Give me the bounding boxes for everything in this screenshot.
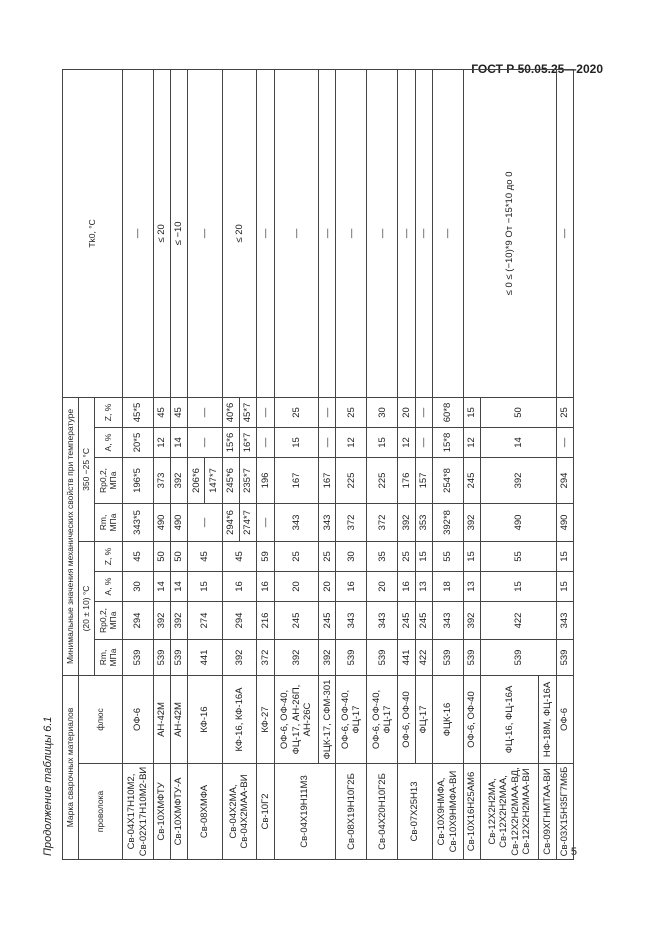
value-cell: 167 xyxy=(274,457,319,503)
value-cell: — xyxy=(257,503,274,541)
tk-cell: ≤ 0 ≤ (−10)*9 От −15*10 до 0 xyxy=(463,69,556,397)
value-cell: 20 xyxy=(274,571,319,601)
z350-header: Z, % xyxy=(94,397,122,427)
tk-cell: — xyxy=(257,69,274,397)
wire-cell: Св-07Х25Н13 xyxy=(398,764,433,860)
value-cell: 13 xyxy=(463,571,480,601)
wire-header: проволока xyxy=(78,764,122,860)
flux-cell: КФ-16 xyxy=(188,675,223,763)
value-cell: 539 xyxy=(122,639,153,675)
value-cell: 539 xyxy=(480,639,556,675)
flux-cell: КФ-16, КФ-16А xyxy=(222,675,257,763)
value-cell: 15 xyxy=(188,571,223,601)
value-cell: — xyxy=(257,397,274,427)
table-row xyxy=(367,69,398,859)
value-cell: 45*5 xyxy=(122,397,153,427)
value-cell: 372 xyxy=(336,503,367,541)
wire-cell: Св-04Х19Н11М3 xyxy=(274,764,336,860)
page-number: 5 xyxy=(570,846,577,858)
value-cell: 60*8 xyxy=(432,397,463,427)
flux-cell: ОФ-6, ОФ-40, ФЦ-17 xyxy=(336,675,367,763)
value-cell: 539 xyxy=(170,639,187,675)
value-cell: 45 xyxy=(170,397,187,427)
value-cell: 392 xyxy=(170,601,187,639)
table-row xyxy=(170,69,187,859)
value-cell: 490 xyxy=(480,503,556,541)
value-cell: 343 xyxy=(336,601,367,639)
min-props-header: Минимальные значения механических свойств при температуре xyxy=(63,397,79,675)
tk-cell: — xyxy=(274,69,319,397)
value-cell: 59 xyxy=(257,541,274,571)
value-cell: 245*6 xyxy=(222,457,239,503)
value-cell: 392*8 xyxy=(432,503,463,541)
value-cell: 20 xyxy=(319,571,336,601)
value-cell: 343 xyxy=(319,503,336,541)
table-row xyxy=(432,69,463,859)
tk-cell: — xyxy=(319,69,336,397)
wire-cell: Св-04Х17Н10М2, Св-02Х17Н10М2-ВИ xyxy=(122,764,153,860)
value-cell: 392 xyxy=(153,601,170,639)
value-cell: 343 xyxy=(367,601,398,639)
value-cell: 245 xyxy=(463,457,480,503)
tk-cell: — xyxy=(336,69,367,397)
value-cell: 245 xyxy=(274,601,319,639)
value-cell: 30 xyxy=(367,397,398,427)
value-cell: 294 xyxy=(222,601,257,639)
value-cell: 294 xyxy=(556,457,573,503)
value-cell: 176 xyxy=(398,457,415,503)
table-row xyxy=(257,69,274,859)
value-cell: 422 xyxy=(480,601,556,639)
value-cell: 20 xyxy=(398,397,415,427)
value-cell: — xyxy=(188,503,223,541)
value-cell: 15 xyxy=(415,541,432,571)
value-cell: 392 xyxy=(463,503,480,541)
value-cell: 25 xyxy=(398,541,415,571)
value-cell: 196*5 xyxy=(122,457,153,503)
value-cell: 422 xyxy=(415,639,432,675)
value-cell: 25 xyxy=(556,397,573,427)
a350-header: A, % xyxy=(94,427,122,457)
flux-cell: ОФ-6 xyxy=(122,675,153,763)
value-cell: 539 xyxy=(463,639,480,675)
wire-cell: Св-10ХМФТУ-А xyxy=(170,764,187,860)
t350-header: 350 −25 °С xyxy=(78,397,94,541)
value-cell: 392 xyxy=(274,639,319,675)
value-cell: 14 xyxy=(170,427,187,457)
value-cell: 45 xyxy=(122,541,153,571)
value-cell: 353 xyxy=(415,503,432,541)
wire-cell: Св-03Х15Н35Г7М6Б xyxy=(556,764,573,860)
tk-cell: — xyxy=(188,69,223,397)
tk-cell: — xyxy=(556,69,573,397)
value-cell: 40*6 xyxy=(222,397,239,427)
value-cell: 14 xyxy=(480,427,556,457)
value-cell: 45 xyxy=(153,397,170,427)
value-cell: 30 xyxy=(336,541,367,571)
table-subrow xyxy=(319,69,336,859)
value-cell: 50 xyxy=(170,541,187,571)
value-cell: 12 xyxy=(336,427,367,457)
tk-cell: ≤ 20 xyxy=(153,69,170,397)
properties-table xyxy=(62,69,574,860)
value-cell: 490 xyxy=(170,503,187,541)
flux-cell: ОФ-6, ОФ-40, ФЦ-17 xyxy=(367,675,398,763)
wire-cell: Св-08ХМФА xyxy=(188,764,223,860)
value-cell: 20 xyxy=(367,571,398,601)
flux-cell: ФЦ-17 xyxy=(415,675,432,763)
table-row xyxy=(188,69,205,859)
wire-cell: Св-12Х2Н2МА, Св-12Х2Н2МАА, Св-12Х2Н2МАА-ВД, Св-12Х2Н2МАА-ВИ xyxy=(480,764,538,860)
value-cell: 15 xyxy=(463,541,480,571)
value-cell: 14 xyxy=(170,571,187,601)
value-cell: — xyxy=(188,427,223,457)
value-cell: 45 xyxy=(188,541,223,571)
tk-cell: — xyxy=(398,69,415,397)
a20-header: A, % xyxy=(94,571,122,601)
value-cell: 20*5 xyxy=(122,427,153,457)
value-cell: 343 xyxy=(274,503,319,541)
value-cell: 15*6 xyxy=(222,427,239,457)
value-cell: 294*6 xyxy=(222,503,239,541)
value-cell: 15 xyxy=(367,427,398,457)
value-cell: 392 xyxy=(319,639,336,675)
value-cell: 55 xyxy=(432,541,463,571)
value-cell: 539 xyxy=(153,639,170,675)
tk-cell: ≤ 20 xyxy=(222,69,257,397)
flux-cell: АН-42М xyxy=(170,675,187,763)
value-cell: 147*7 xyxy=(205,457,222,503)
table-row xyxy=(153,69,170,859)
rp350-header: Rp0,2, МПа xyxy=(94,457,122,503)
value-cell: 45*7 xyxy=(239,397,256,427)
value-cell: — xyxy=(188,397,223,427)
value-cell: 12 xyxy=(153,427,170,457)
rm20-header: Rm, МПа xyxy=(94,639,122,675)
flux-cell: КФ-27 xyxy=(257,675,274,763)
value-cell: — xyxy=(415,397,432,427)
value-cell: 15 xyxy=(274,427,319,457)
table-subrow xyxy=(415,69,432,859)
tk-cell: — xyxy=(432,69,463,397)
value-cell: 25 xyxy=(336,397,367,427)
wire-cell: Св-04Х2МА, Св-04Х2МАА-ВИ xyxy=(222,764,257,860)
value-cell: 392 xyxy=(480,457,556,503)
value-cell: 167 xyxy=(319,457,336,503)
value-cell: 539 xyxy=(367,639,398,675)
tk-cell: — xyxy=(367,69,398,397)
table-caption: Продолжение таблицы 6.1 xyxy=(42,716,54,856)
value-cell: 15 xyxy=(556,541,573,571)
wire-cell: Св-09ХГНМТАА-ВИ xyxy=(539,764,556,860)
flux-cell: ОФ-6 xyxy=(556,675,573,763)
value-cell: 50 xyxy=(153,541,170,571)
value-cell: 235*7 xyxy=(239,457,256,503)
value-cell: — xyxy=(556,427,573,457)
value-cell: 343 xyxy=(432,601,463,639)
rm350-header: Rm, МПа xyxy=(94,503,122,541)
value-cell: 245 xyxy=(415,601,432,639)
value-cell: 392 xyxy=(170,457,187,503)
value-cell: 254*8 xyxy=(432,457,463,503)
header-row-1 xyxy=(63,69,79,859)
tk-header: Tk0, °С xyxy=(63,69,123,397)
wire-cell: Св-10ХМФТУ xyxy=(153,764,170,860)
value-cell: 392 xyxy=(463,601,480,639)
value-cell: 372 xyxy=(367,503,398,541)
standard-header: ГОСТ Р 50.05.25—2020 xyxy=(471,62,603,76)
table-row xyxy=(398,69,415,859)
value-cell: 373 xyxy=(153,457,170,503)
value-cell: 18 xyxy=(432,571,463,601)
value-cell: 245 xyxy=(319,601,336,639)
value-cell: 392 xyxy=(222,639,257,675)
table-row xyxy=(556,69,573,859)
value-cell: 25 xyxy=(274,397,319,427)
tk-cell: ≤ −10 xyxy=(170,69,187,397)
wire-cell: Св-04Х20Н10Г2Б xyxy=(367,764,398,860)
value-cell: 225 xyxy=(367,457,398,503)
value-cell: 225 xyxy=(336,457,367,503)
grade-header: Марка сварочных материалов xyxy=(63,675,79,859)
value-cell: 13 xyxy=(415,571,432,601)
value-cell: 55 xyxy=(480,541,556,571)
value-cell: 16 xyxy=(222,571,257,601)
value-cell: 206*6 xyxy=(188,457,205,503)
flux-cell: ФЦК-16 xyxy=(432,675,463,763)
value-cell: 15 xyxy=(463,397,480,427)
value-cell: — xyxy=(257,427,274,457)
value-cell: 16*7 xyxy=(239,427,256,457)
value-cell: 45 xyxy=(222,541,257,571)
value-cell: — xyxy=(319,427,336,457)
value-cell: 30 xyxy=(122,571,153,601)
flux-cell: ОФ-6, ОФ-40 xyxy=(463,675,480,763)
value-cell: 15*8 xyxy=(432,427,463,457)
value-cell: 216 xyxy=(257,601,274,639)
wire-cell: Св-10Х16Н25АМ6 xyxy=(463,764,480,860)
value-cell: 245 xyxy=(398,601,415,639)
flux-cell: ФЦ-16, ФЦ-16А xyxy=(480,675,538,763)
value-cell: 16 xyxy=(257,571,274,601)
flux-cell: ОФ-6, ОФ-40, ФЦ-17, АН-26П, АН-26С xyxy=(274,675,319,763)
value-cell: 343*5 xyxy=(122,503,153,541)
flux-cell: НФ-18М, ФЦ-16А xyxy=(539,675,556,763)
value-cell: 441 xyxy=(188,639,223,675)
value-cell: 539 xyxy=(336,639,367,675)
flux-cell: ФЦК-17, СФМ-301 xyxy=(319,675,336,763)
t20-header: (20 ± 10) °С xyxy=(78,541,94,675)
value-cell: 25 xyxy=(274,541,319,571)
rp20-header: Rp0,2, МПа xyxy=(94,601,122,639)
value-cell: 539 xyxy=(556,639,573,675)
value-cell: 539 xyxy=(432,639,463,675)
flux-cell: АН-42М xyxy=(153,675,170,763)
value-cell: 274 xyxy=(188,601,223,639)
flux-cell: ОФ-6, ОФ-40 xyxy=(398,675,415,763)
value-cell: 274*7 xyxy=(239,503,256,541)
table-row xyxy=(463,69,480,859)
wire-cell: Св-10Г2 xyxy=(257,764,274,860)
value-cell: 12 xyxy=(463,427,480,457)
value-cell: 441 xyxy=(398,639,415,675)
table-row xyxy=(336,69,367,859)
value-cell: 15 xyxy=(556,571,573,601)
table-row xyxy=(122,69,153,859)
flux-header: флюс xyxy=(78,675,122,763)
wire-cell: Св-10Х9НМФА, Св-10Х9НМФА-ВИ xyxy=(432,764,463,860)
value-cell: 12 xyxy=(398,427,415,457)
value-cell: 343 xyxy=(556,601,573,639)
value-cell: — xyxy=(415,427,432,457)
value-cell: 372 xyxy=(257,639,274,675)
z20-header: Z, % xyxy=(94,541,122,571)
value-cell: 490 xyxy=(153,503,170,541)
value-cell: 16 xyxy=(336,571,367,601)
tk-cell: — xyxy=(415,69,432,397)
table-row xyxy=(274,69,319,859)
value-cell: 25 xyxy=(319,541,336,571)
table-row xyxy=(222,69,239,859)
value-cell: 35 xyxy=(367,541,398,571)
value-cell: 294 xyxy=(122,601,153,639)
value-cell: 15 xyxy=(480,571,556,601)
value-cell: 196 xyxy=(257,457,274,503)
wire-cell: Св-08Х19Н10Г2Б xyxy=(336,764,367,860)
value-cell: 50 xyxy=(480,397,556,427)
value-cell: 490 xyxy=(556,503,573,541)
value-cell: 16 xyxy=(398,571,415,601)
value-cell: 14 xyxy=(153,571,170,601)
tk-cell: — xyxy=(122,69,153,397)
value-cell: 157 xyxy=(415,457,432,503)
value-cell: 392 xyxy=(398,503,415,541)
value-cell: — xyxy=(319,397,336,427)
properties-table-container xyxy=(62,90,574,860)
